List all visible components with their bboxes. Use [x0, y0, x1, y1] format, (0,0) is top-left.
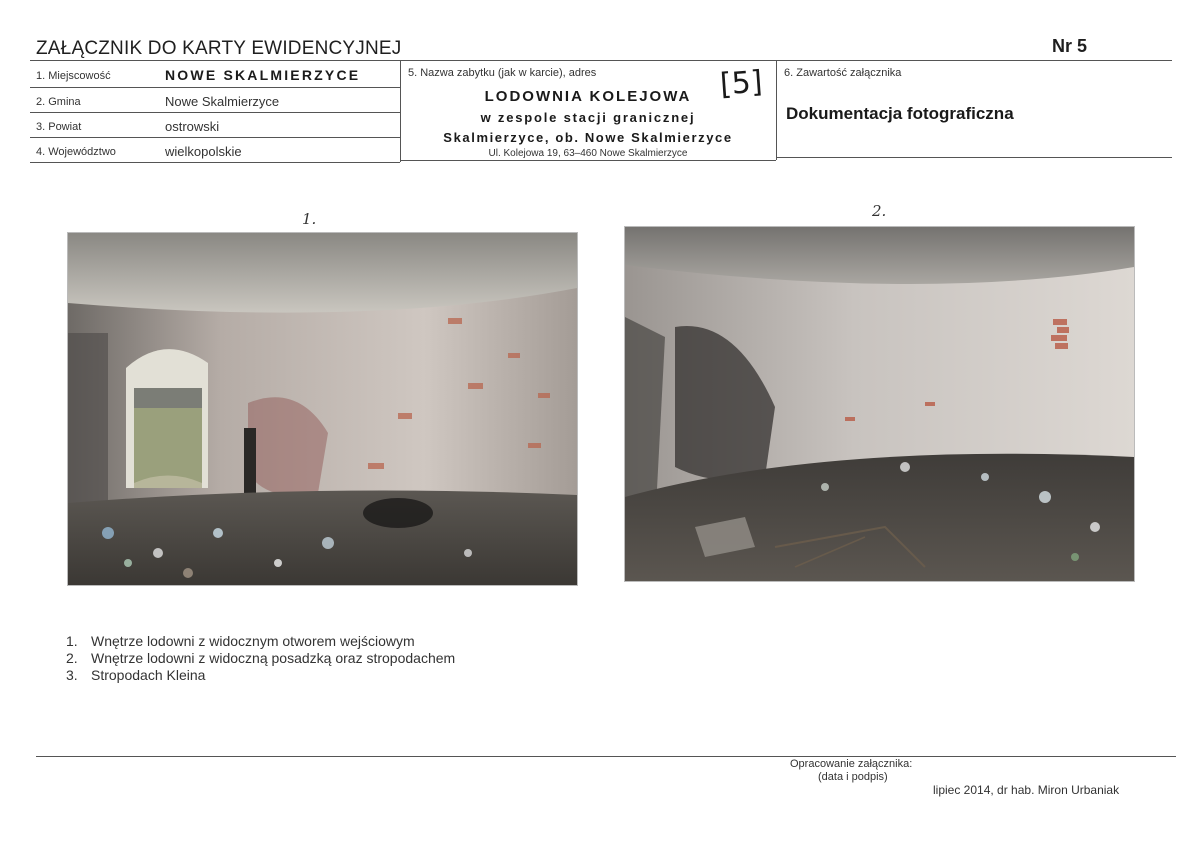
monument-location: Skalmierzyce, ob. Nowe Skalmierzyce — [443, 130, 733, 145]
signature-line: lipiec 2014, dr hab. Miron Urbaniak — [933, 783, 1120, 797]
footer-divider — [36, 756, 1176, 757]
prepared-by-sublabel: (data i podpis) — [818, 771, 888, 783]
caption-text: Wnętrze lodowni z widoczną posadzką oraz stropodachem — [91, 650, 456, 666]
field-label-powiat: 3. Powiat — [36, 121, 82, 133]
row-divider — [30, 112, 400, 113]
row-divider — [30, 137, 400, 138]
photo-2-floor-ceiling — [624, 226, 1135, 582]
photo-1-entrance — [67, 232, 578, 586]
table-bottom-border — [30, 162, 400, 163]
field-value-miejscowosc: NOWE SKALMIERZYCE — [165, 67, 361, 83]
table-top-border — [30, 60, 1172, 61]
caption-number: 3. — [66, 667, 78, 683]
monument-name: LODOWNIA KOLEJOWA — [484, 88, 692, 105]
monument-label: 5. Nazwa zabytku (jak w karcie), adres — [408, 67, 597, 79]
attachment-content-value: Dokumentacja fotograficzna — [786, 104, 1014, 123]
prepared-by-label: Opracowanie załącznika: — [790, 758, 913, 770]
field-label-wojewodztwo: 4. Województwo — [36, 146, 116, 158]
caption-item — [66, 667, 455, 684]
attachment-number: Nr 5 — [1052, 36, 1088, 56]
caption-number: 1. — [66, 633, 78, 649]
attachment-content-label: 6. Zawartość załącznika — [784, 67, 902, 79]
caption-text: Stropodach Kleina — [91, 667, 206, 683]
table-bottom-border — [400, 160, 776, 161]
row-divider — [30, 87, 400, 88]
caption-item — [66, 650, 455, 667]
photo-mark-2: 2. — [872, 202, 887, 220]
photo-mark-1: 1. — [302, 210, 317, 228]
column-divider — [776, 60, 777, 160]
caption-item — [66, 633, 455, 650]
field-label-miejscowosc: 1. Miejscowość — [36, 70, 111, 82]
field-value-powiat: ostrowski — [165, 119, 220, 134]
monument-context: w zespole stacji granicznej — [480, 110, 696, 125]
photo-captions — [66, 633, 455, 684]
handwritten-stamp: [5] — [718, 64, 764, 103]
monument-address: Ul. Kolejowa 19, 63–460 Nowe Skalmierzyce — [488, 148, 688, 159]
caption-text: Wnętrze lodowni z widocznym otworem wejściowym — [91, 633, 415, 649]
field-label-gmina: 2. Gmina — [36, 96, 81, 108]
caption-number: 2. — [66, 650, 78, 666]
table-bottom-border — [776, 157, 1172, 158]
page-title: ZAŁĄCZNIK DO KARTY EWIDENCYJNEJ — [36, 38, 402, 59]
field-value-gmina: Nowe Skalmierzyce — [165, 94, 280, 109]
field-value-wojewodztwo: wielkopolskie — [165, 144, 242, 159]
